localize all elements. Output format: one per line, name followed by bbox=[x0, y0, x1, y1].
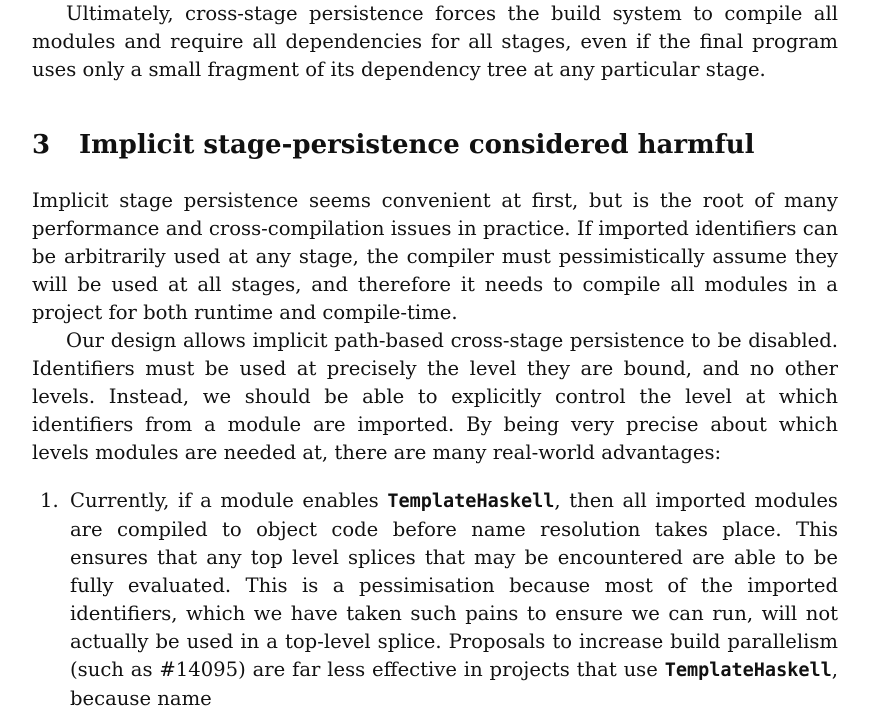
list-text-a: Currently, if a module enables bbox=[70, 489, 388, 512]
list-item bbox=[32, 487, 838, 713]
code-template-haskell: TemplateHaskell bbox=[387, 491, 555, 512]
section-number: 3 bbox=[32, 130, 51, 160]
continuation-paragraph: Ultimately, cross-stage persistence forces the build system to compile all modules and require all dependencies for all stages, even if the final program uses only a small fragment of its dependency tree at any particular stage. bbox=[32, 2, 838, 81]
code-template-haskell-2: TemplateHaskell bbox=[664, 660, 832, 681]
section-heading bbox=[32, 129, 838, 161]
list-text-c: , because name bbox=[70, 658, 838, 710]
paper-page bbox=[32, 0, 838, 713]
list-item-text bbox=[70, 487, 838, 713]
paragraph-implicit-persistence: Implicit stage persistence seems convenient at first, but is the root of many performance and cross-compilation issues in practice. If imported identifiers can be arbitrarily used at any stage, the compiler must pessimistically assume they will be used at all stages, and therefore it needs to compile all modules in a project for both runtime and compile-time. bbox=[32, 189, 838, 324]
section-title: Implicit stage-persistence considered harmful bbox=[79, 130, 755, 160]
list-item-number: 1. bbox=[40, 489, 59, 512]
list-text-b: , then all imported modules are compiled to object code before name resolution takes place. This ensures that any top level splices that may be encountered are able to be fully evaluated. This is a pessimisation because most of the imported identifiers, which we have taken such pains to ensure we can run, will not actually be used in a top-level splice. Proposals to increase build parallelism (such as #14095) are far less effective in projects that use bbox=[70, 489, 838, 681]
paragraph-our-design: Our design allows implicit path-based cross-stage persistence to be disabled. Identifiers must be used at precisely the level they are bound, and no other levels. Instead, we should be able to explicitly control the level at which identifiers from a module are imported. By being very precise about which levels modules are needed at, there are many real-world advantages: bbox=[32, 329, 838, 464]
